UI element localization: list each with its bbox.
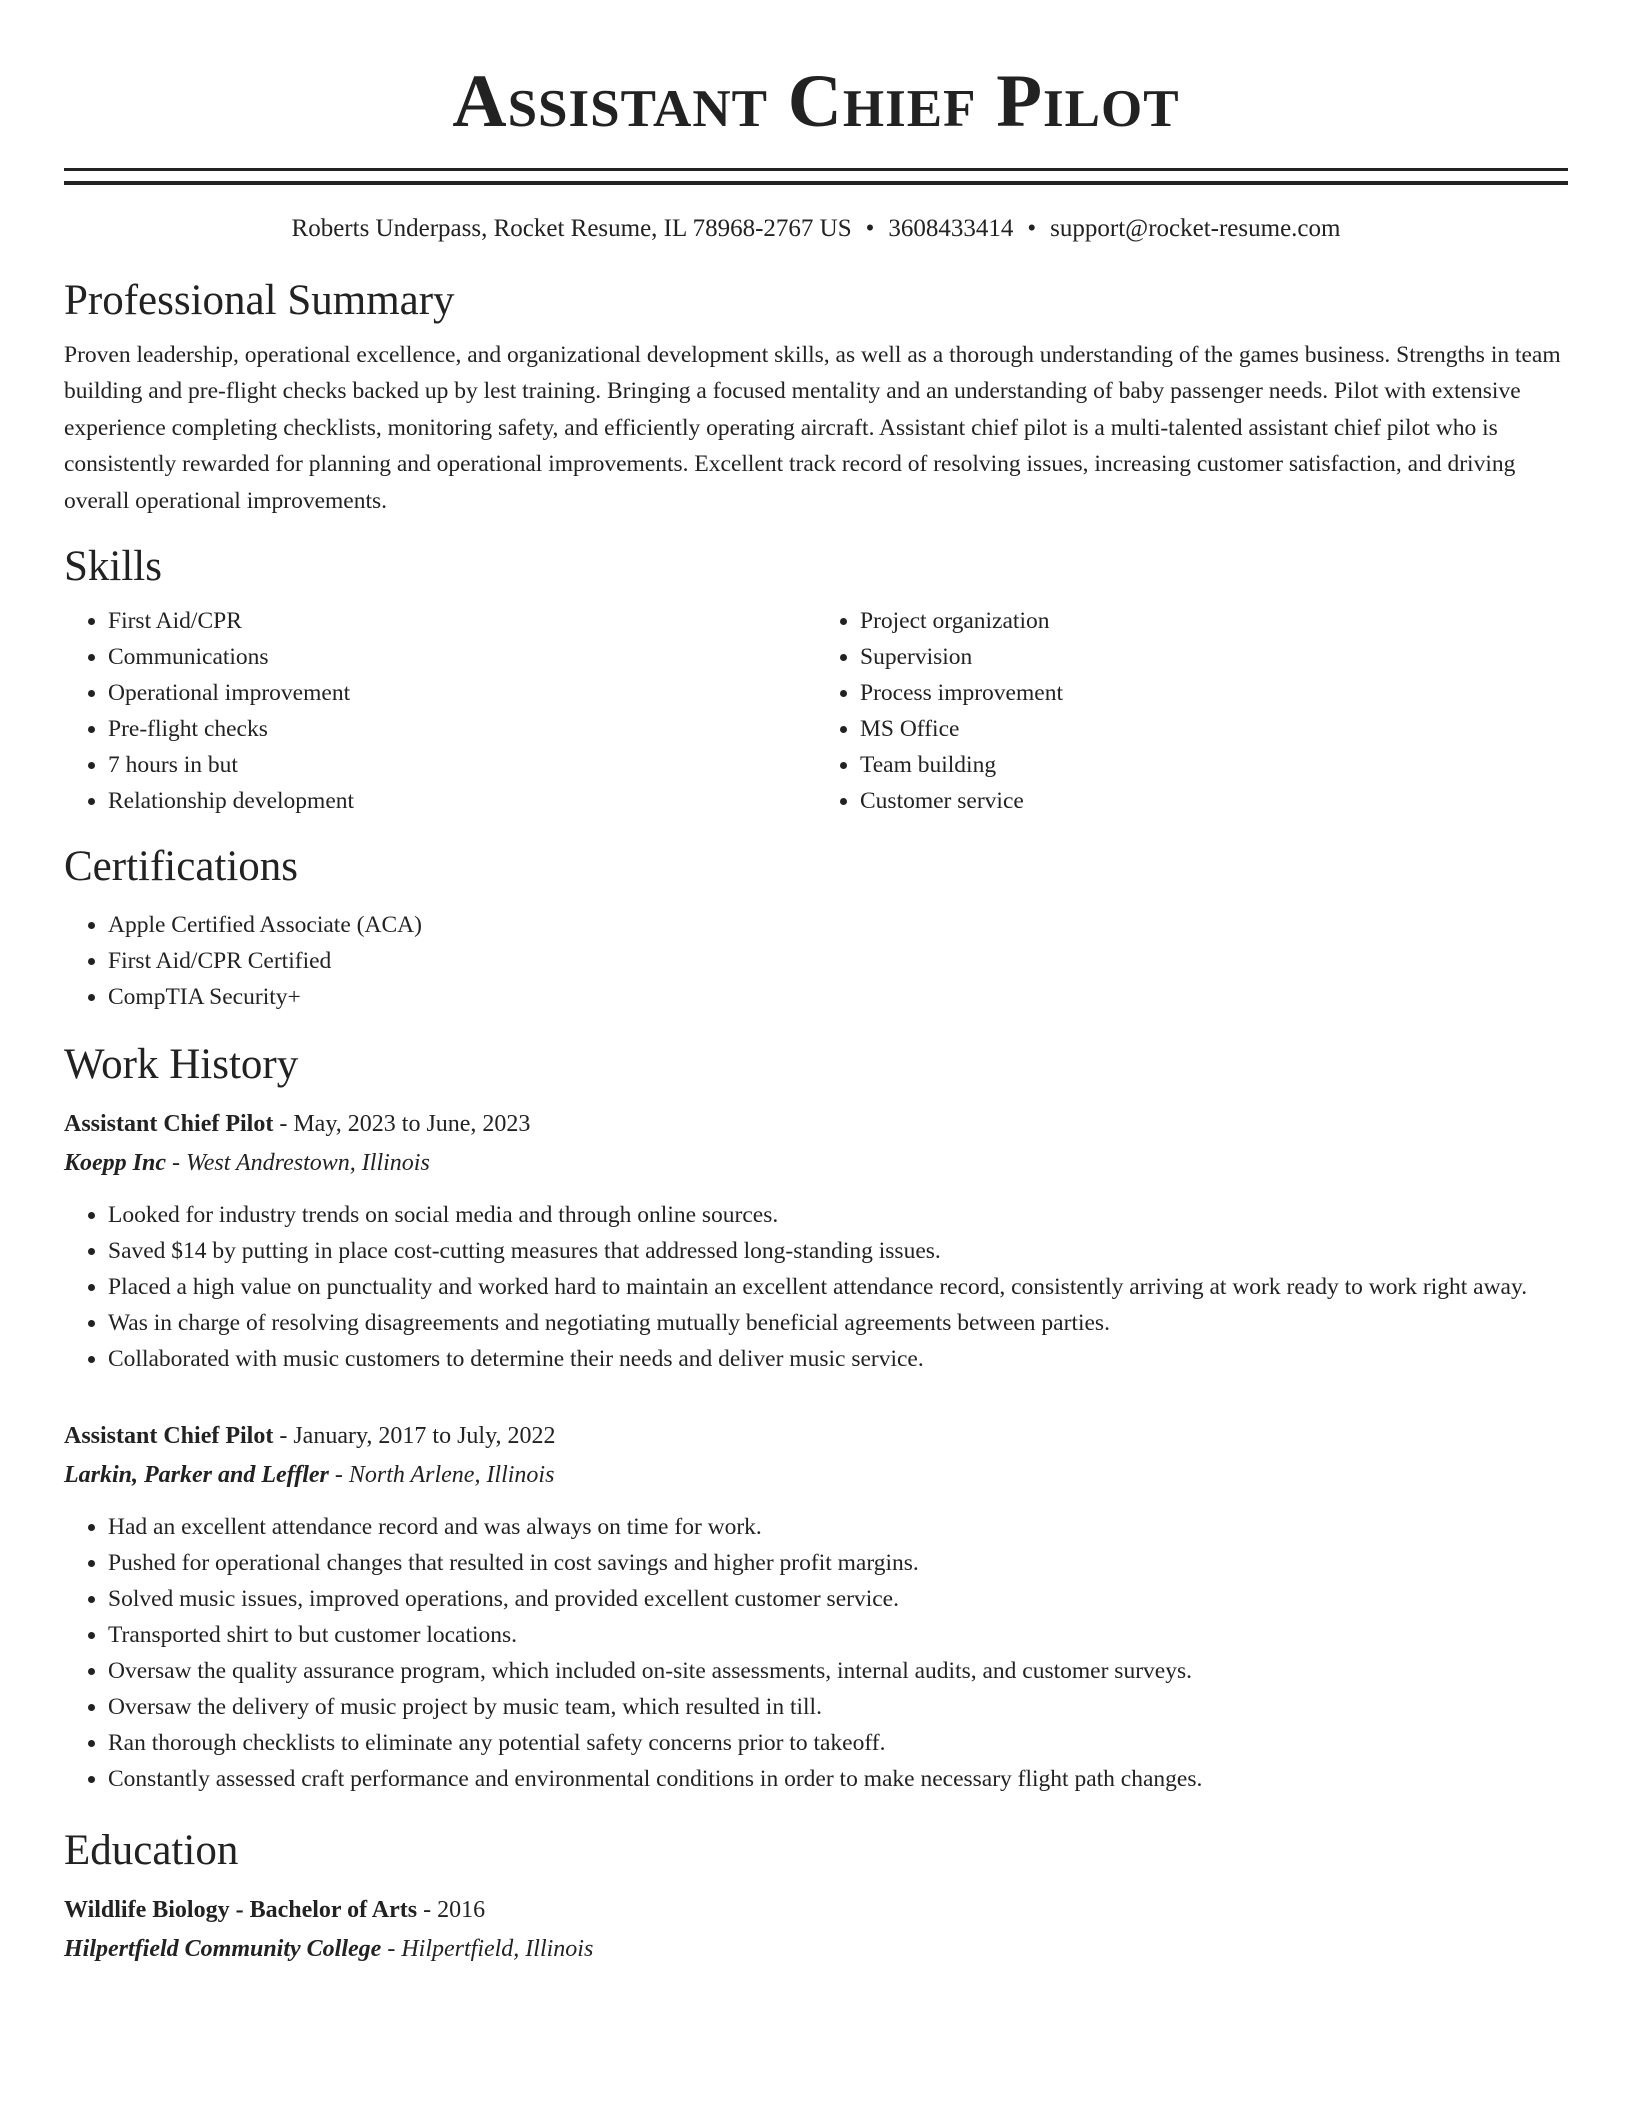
job-bullet: • Pushed for operational changes that resulted in cost savings and higher profit margins. (108, 1545, 1568, 1581)
resume-title: Assistant Chief Pilot (452, 60, 1180, 143)
skill-item: • Team building (860, 747, 1568, 783)
job-bullet: • Saved $14 by putting in place cost-cutting measures that addressed long-standing issues. (108, 1233, 1568, 1269)
job-title-line (64, 1417, 1568, 1455)
job-bullet: • Transported shirt to but customer locations. (108, 1617, 1568, 1653)
job-bullet: • Ran thorough checklists to eliminate any potential safety concerns prior to takeoff. (108, 1725, 1568, 1761)
skills-list-right (816, 603, 1568, 819)
education-year: - 2016 (417, 1897, 486, 1924)
certification-item: • CompTIA Security+ (108, 979, 1568, 1015)
skill-item: • First Aid/CPR (108, 603, 816, 639)
skill-item: • Communications (108, 639, 816, 675)
title-double-rule (64, 168, 1568, 185)
education-school-line (64, 1929, 1568, 1969)
skill-item: • MS Office (860, 711, 1568, 747)
job-bullets (64, 1509, 1568, 1797)
contact-phone: 3608433414 (888, 215, 1014, 242)
job-bullet: • Collaborated with music customers to determine their needs and deliver music service. (108, 1341, 1568, 1377)
certifications-list (64, 907, 1568, 1015)
job-bullet: • Placed a high value on punctuality and worked hard to maintain an excellent attendance record, consistently arriving at work ready to work right away. (108, 1269, 1568, 1305)
job-bullet: • Solved music issues, improved operations, and provided excellent customer service. (108, 1581, 1568, 1617)
work-history-heading: Work History (64, 1041, 299, 1089)
job-location: - North Arlene, Illinois (328, 1462, 555, 1489)
job-entry (64, 1417, 1568, 1797)
job-entry (64, 1105, 1568, 1377)
education-school: Hilpertfield Community College (64, 1936, 382, 1963)
education-entry (64, 1891, 1568, 1969)
skill-item: • Relationship development (108, 783, 816, 819)
job-title: Assistant Chief Pilot (64, 1423, 274, 1450)
education-degree-line (64, 1891, 1568, 1929)
job-employer-line (64, 1143, 1568, 1183)
job-employer: Larkin, Parker and Leffler (64, 1462, 329, 1489)
job-employer-line (64, 1455, 1568, 1495)
contact-separator: • (1027, 215, 1037, 242)
certifications-heading: Certifications (64, 843, 299, 891)
contact-line (64, 213, 1568, 245)
summary-text: Proven leadership, operational excellence, and organizational development skills, as well as a thorough understanding of the games business. Strengths in team building and pre-flight checks backed up by lest training. Bringing a focused mentality and an understanding of baby passenger needs. Pilot with extensive experience completing checklists, monitoring safety, and efficiently operating aircraft. Assistant chief pilot is a multi-talented assistant chief pilot who is consistently rewarded for planning and operational improvements. Excellent track record of resolving issues, increasing customer satisfaction, and driving overall operational improvements. (64, 342, 1561, 514)
job-bullet: • Oversaw the quality assurance program, which included on-site assessments, internal audits, and customer surveys. (108, 1653, 1568, 1689)
education-degree: Wildlife Biology - Bachelor of Arts (64, 1897, 418, 1924)
job-dates: - January, 2017 to July, 2022 (273, 1423, 556, 1450)
skill-item: • 7 hours in but (108, 747, 816, 783)
contact-separator: • (865, 215, 875, 242)
certification-item: • First Aid/CPR Certified (108, 943, 1568, 979)
job-bullet: • Oversaw the delivery of music project by music team, which resulted in till. (108, 1689, 1568, 1725)
skills-list-left (64, 603, 816, 819)
job-bullet: • Constantly assessed craft performance and environmental conditions in order to make necessary flight path changes. (108, 1761, 1568, 1797)
job-bullet: • Had an excellent attendance record and was always on time for work. (108, 1509, 1568, 1545)
job-employer: Koepp Inc (64, 1150, 166, 1177)
summary-heading: Professional Summary (64, 277, 455, 324)
education-location: - Hilpertfield, Illinois (381, 1936, 594, 1963)
skills-heading: Skills (64, 543, 162, 591)
contact-email: support@rocket-resume.com (1050, 215, 1341, 242)
job-location: - West Andrestown, Illinois (166, 1150, 430, 1177)
job-bullet: • Looked for industry trends on social media and through online sources. (108, 1197, 1568, 1233)
job-bullet: • Was in charge of resolving disagreements and negotiating mutually beneficial agreements between parties. (108, 1305, 1568, 1341)
skill-item: • Supervision (860, 639, 1568, 675)
education-heading: Education (64, 1827, 239, 1875)
skills-columns (64, 603, 1568, 819)
skill-item: • Process improvement (860, 675, 1568, 711)
skill-item: • Project organization (860, 603, 1568, 639)
job-dates: - May, 2023 to June, 2023 (273, 1111, 531, 1138)
job-bullets (64, 1197, 1568, 1377)
job-title: Assistant Chief Pilot (64, 1111, 274, 1138)
job-title-line (64, 1105, 1568, 1143)
contact-address: Roberts Underpass, Rocket Resume, IL 78968-2767 US (291, 215, 852, 242)
certification-item: • Apple Certified Associate (ACA) (108, 907, 1568, 943)
skill-item: • Operational improvement (108, 675, 816, 711)
skill-item: • Pre-flight checks (108, 711, 816, 747)
skill-item: • Customer service (860, 783, 1568, 819)
